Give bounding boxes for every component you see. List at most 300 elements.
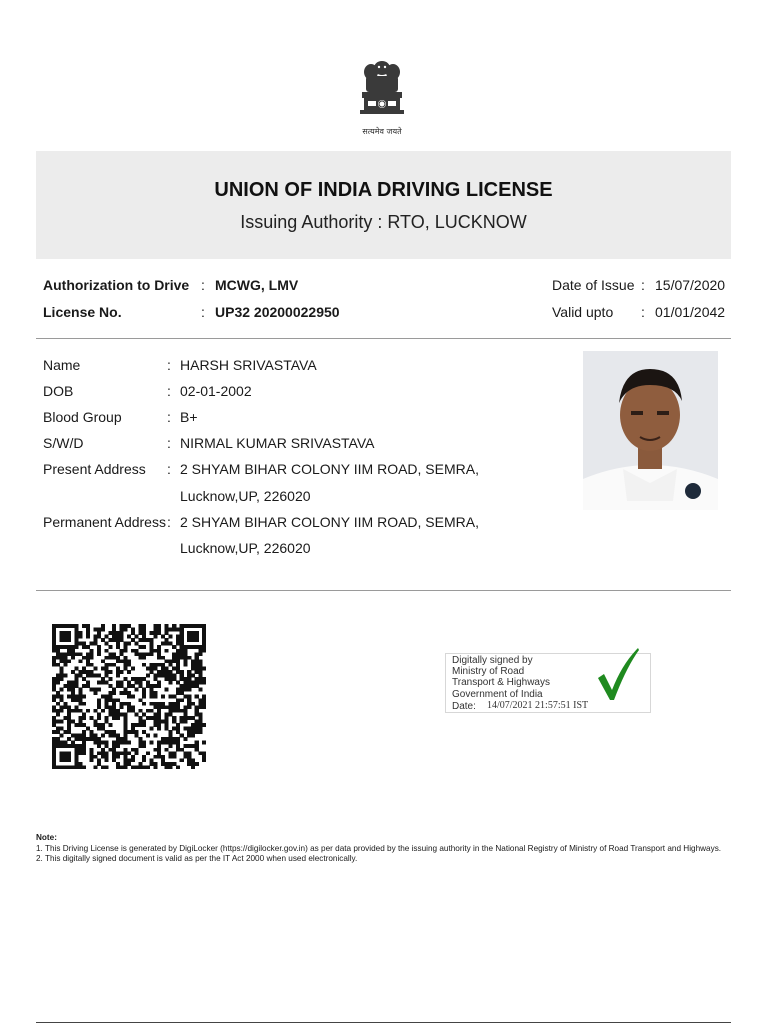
qr-module (172, 709, 176, 713)
qr-module (75, 684, 79, 688)
qr-module (56, 652, 60, 656)
qr-module (131, 649, 135, 653)
qr-module (101, 709, 105, 713)
qr-module (67, 649, 71, 653)
qr-module (67, 755, 71, 759)
qr-module (52, 741, 56, 745)
qr-module (93, 741, 97, 745)
qr-module (187, 645, 191, 649)
qr-module (187, 656, 191, 660)
qr-module (90, 649, 94, 653)
signature-line-2: Ministry of Road (452, 666, 525, 677)
qr-module (112, 663, 116, 667)
qr-module (131, 755, 135, 759)
qr-module (71, 741, 75, 745)
qr-module (123, 624, 127, 628)
qr-module (187, 755, 191, 759)
qr-module (60, 674, 64, 678)
qr-module (71, 656, 75, 660)
qr-module (153, 624, 157, 628)
qr-module (127, 709, 131, 713)
qr-module (150, 688, 154, 692)
qr-module (90, 730, 94, 734)
qr-module (202, 723, 206, 727)
qr-module (71, 734, 75, 738)
qr-module (75, 723, 79, 727)
qr-module (146, 734, 150, 738)
qr-code-icon (52, 624, 206, 769)
qr-module (195, 670, 199, 674)
qr-module (183, 744, 187, 748)
qr-module (60, 652, 64, 656)
qr-module (138, 677, 142, 681)
qr-module (153, 674, 157, 678)
qr-module (172, 705, 176, 709)
qr-module (78, 751, 82, 755)
qr-module (191, 730, 195, 734)
qr-module (112, 656, 116, 660)
qr-module (176, 702, 180, 706)
qr-module (176, 670, 180, 674)
qr-module (52, 709, 56, 713)
qr-module (191, 635, 195, 639)
qr-module (142, 624, 146, 628)
qr-module (161, 762, 165, 766)
qr-module (146, 751, 150, 755)
qr-module (157, 624, 161, 628)
qr-module (67, 635, 71, 639)
qr-module (112, 716, 116, 720)
qr-module (191, 716, 195, 720)
qr-module (71, 684, 75, 688)
qr-module (67, 624, 71, 628)
qr-module (127, 702, 131, 706)
qr-module (191, 674, 195, 678)
qr-module (131, 730, 135, 734)
qr-module (165, 748, 169, 752)
qr-module (127, 681, 131, 685)
signature-line-1: Digitally signed by (452, 655, 533, 666)
qr-module (138, 765, 142, 769)
qr-module (97, 652, 101, 656)
qr-module (123, 656, 127, 660)
qr-module (202, 695, 206, 699)
qr-module (198, 624, 202, 628)
swd-value: NIRMAL KUMAR SRIVASTAVA (180, 435, 375, 451)
qr-module (198, 751, 202, 755)
qr-module (105, 642, 109, 646)
qr-module (157, 663, 161, 667)
qr-module (67, 688, 71, 692)
qr-module (172, 677, 176, 681)
qr-module (172, 716, 176, 720)
qr-module (153, 631, 157, 635)
separator: : (201, 304, 205, 320)
qr-module (180, 716, 184, 720)
qr-module (127, 762, 131, 766)
qr-module (105, 666, 109, 670)
qr-module (172, 702, 176, 706)
qr-module (157, 649, 161, 653)
qr-module (82, 734, 86, 738)
qr-module (52, 659, 56, 663)
qr-module (105, 705, 109, 709)
qr-module (161, 758, 165, 762)
qr-module (112, 691, 116, 695)
qr-module (172, 656, 176, 660)
qr-module (176, 688, 180, 692)
qr-module (123, 659, 127, 663)
qr-module (97, 751, 101, 755)
qr-module (60, 631, 64, 635)
qr-module (90, 663, 94, 667)
qr-module (165, 705, 169, 709)
qr-module (93, 737, 97, 741)
qr-module (202, 666, 206, 670)
auth-to-drive-value: MCWG, LMV (215, 277, 299, 293)
qr-module (120, 635, 124, 639)
qr-module (78, 695, 82, 699)
qr-module (183, 709, 187, 713)
holder-photo (583, 351, 718, 510)
qr-module (93, 734, 97, 738)
qr-module (198, 674, 202, 678)
qr-module (195, 705, 199, 709)
qr-module (108, 705, 112, 709)
qr-module (78, 744, 82, 748)
qr-module (161, 674, 165, 678)
qr-module (165, 677, 169, 681)
qr-module (165, 762, 169, 766)
qr-module (142, 635, 146, 639)
qr-module (127, 751, 131, 755)
qr-module (60, 709, 64, 713)
qr-module (116, 684, 120, 688)
separator: : (167, 357, 171, 373)
qr-module (138, 719, 142, 723)
qr-module (93, 688, 97, 692)
qr-module (165, 638, 169, 642)
qr-module (123, 688, 127, 692)
qr-module (176, 698, 180, 702)
qr-module (108, 698, 112, 702)
qr-module (168, 755, 172, 759)
qr-module (138, 624, 142, 628)
qr-module (168, 677, 172, 681)
qr-module (52, 716, 56, 720)
qr-module (195, 681, 199, 685)
qr-module (198, 666, 202, 670)
qr-module (67, 709, 71, 713)
qr-module (52, 730, 56, 734)
qr-module (105, 744, 109, 748)
qr-module (105, 674, 109, 678)
qr-module (187, 698, 191, 702)
qr-module (82, 712, 86, 716)
qr-module (67, 758, 71, 762)
qr-module (165, 670, 169, 674)
qr-module (202, 635, 206, 639)
qr-module (112, 709, 116, 713)
qr-module (78, 737, 82, 741)
qr-module (198, 688, 202, 692)
qr-module (82, 677, 86, 681)
qr-module (161, 635, 165, 639)
dob-value: 02-01-2002 (180, 383, 252, 399)
qr-module (75, 666, 79, 670)
qr-module (71, 765, 75, 769)
qr-module (198, 645, 202, 649)
qr-module (60, 695, 64, 699)
note-item-1: 1. This Driving License is generated by DigiLocker (https://digilocker.gov.in) as per data provided by the issuing authority in the National Registry of Ministry of Road Transport and Highways. (36, 843, 722, 853)
qr-module (71, 670, 75, 674)
qr-module (123, 677, 127, 681)
qr-module (142, 695, 146, 699)
qr-module (198, 670, 202, 674)
separator: : (201, 277, 205, 293)
separator: : (167, 409, 171, 425)
qr-module (180, 638, 184, 642)
qr-module (150, 702, 154, 706)
qr-module (116, 645, 120, 649)
qr-module (112, 712, 116, 716)
qr-module (97, 716, 101, 720)
qr-module (75, 765, 79, 769)
qr-module (176, 652, 180, 656)
qr-module (161, 702, 165, 706)
dob-label: DOB (43, 383, 74, 399)
qr-module (183, 659, 187, 663)
qr-module (63, 638, 67, 642)
qr-module (75, 642, 79, 646)
qr-module (191, 744, 195, 748)
qr-module (120, 670, 124, 674)
qr-module (97, 649, 101, 653)
qr-module (86, 659, 90, 663)
qr-module (153, 684, 157, 688)
qr-module (71, 624, 75, 628)
qr-module (120, 751, 124, 755)
qr-module (82, 702, 86, 706)
qr-module (56, 681, 60, 685)
qr-module (165, 628, 169, 632)
qr-module (71, 698, 75, 702)
qr-module (168, 737, 172, 741)
qr-module (116, 656, 120, 660)
qr-module (97, 698, 101, 702)
qr-module (131, 695, 135, 699)
blood-group-value: B+ (180, 409, 198, 425)
qr-module (180, 709, 184, 713)
qr-module (112, 755, 116, 759)
signature-date-value: 14/07/2021 21:57:51 IST (487, 700, 589, 711)
date-of-issue-label: Date of Issue (552, 277, 635, 293)
qr-module (176, 741, 180, 745)
qr-module (116, 712, 120, 716)
qr-module (131, 709, 135, 713)
qr-module (123, 737, 127, 741)
qr-module (112, 748, 116, 752)
qr-module (93, 666, 97, 670)
qr-module (172, 695, 176, 699)
qr-module (180, 635, 184, 639)
qr-module (78, 698, 82, 702)
qr-module (157, 670, 161, 674)
qr-module (153, 666, 157, 670)
qr-module (75, 762, 79, 766)
qr-module (105, 758, 109, 762)
qr-module (131, 758, 135, 762)
qr-module (116, 751, 120, 755)
qr-module (187, 681, 191, 685)
qr-module (56, 677, 60, 681)
qr-module (60, 638, 64, 642)
qr-module (60, 659, 64, 663)
qr-module (183, 663, 187, 667)
person-photo-icon (583, 351, 718, 510)
qr-module (123, 666, 127, 670)
qr-module (63, 684, 67, 688)
qr-module (161, 705, 165, 709)
qr-module (138, 709, 142, 713)
qr-module (202, 631, 206, 635)
qr-module (142, 730, 146, 734)
qr-module (78, 688, 82, 692)
qr-module (161, 663, 165, 667)
qr-module (187, 631, 191, 635)
qr-module (97, 712, 101, 716)
qr-module (123, 716, 127, 720)
qr-module (105, 755, 109, 759)
qr-module (105, 649, 109, 653)
qr-module (97, 727, 101, 731)
qr-module (67, 751, 71, 755)
separator: : (167, 383, 171, 399)
qr-module (180, 677, 184, 681)
qr-module (101, 624, 105, 628)
qr-module (135, 751, 139, 755)
qr-module (150, 716, 154, 720)
divider (36, 338, 731, 339)
qr-module (75, 698, 79, 702)
qr-module (75, 734, 79, 738)
qr-module (135, 734, 139, 738)
qr-module (78, 734, 82, 738)
qr-module (78, 709, 82, 713)
qr-module (183, 645, 187, 649)
qr-module (52, 737, 56, 741)
qr-module (142, 663, 146, 667)
qr-module (168, 642, 172, 646)
qr-module (157, 709, 161, 713)
qr-module (142, 645, 146, 649)
qr-module (86, 635, 90, 639)
qr-module (176, 765, 180, 769)
qr-module (52, 684, 56, 688)
qr-module (112, 635, 116, 639)
qr-module (60, 635, 64, 639)
qr-module (198, 719, 202, 723)
qr-module (75, 748, 79, 752)
license-no-label: License No. (43, 304, 122, 320)
qr-module (60, 666, 64, 670)
qr-module (56, 656, 60, 660)
qr-module (157, 751, 161, 755)
qr-module (187, 677, 191, 681)
qr-module (82, 744, 86, 748)
qr-module (108, 691, 112, 695)
qr-module (153, 765, 157, 769)
qr-module (146, 681, 150, 685)
qr-module (101, 677, 105, 681)
qr-module (71, 688, 75, 692)
qr-module (183, 656, 187, 660)
qr-module (172, 737, 176, 741)
qr-module (75, 755, 79, 759)
qr-module (101, 659, 105, 663)
qr-module (127, 705, 131, 709)
qr-module (123, 730, 127, 734)
qr-module (176, 635, 180, 639)
qr-module (105, 765, 109, 769)
qr-module (97, 741, 101, 745)
qr-module (101, 723, 105, 727)
qr-module (120, 631, 124, 635)
qr-module (183, 681, 187, 685)
qr-module (157, 652, 161, 656)
qr-module (142, 677, 146, 681)
qr-module (90, 652, 94, 656)
qr-module (86, 656, 90, 660)
signature-line-4: Government of India (452, 689, 543, 700)
qr-module (198, 652, 202, 656)
qr-module (195, 684, 199, 688)
qr-module (56, 712, 60, 716)
qr-module (63, 674, 67, 678)
qr-module (157, 631, 161, 635)
qr-module (116, 631, 120, 635)
qr-module (176, 730, 180, 734)
qr-module (146, 765, 150, 769)
qr-module (176, 727, 180, 731)
qr-module (93, 719, 97, 723)
qr-module (86, 737, 90, 741)
qr-module (180, 674, 184, 678)
qr-module (97, 681, 101, 685)
qr-module (123, 741, 127, 745)
qr-module (112, 744, 116, 748)
emblem-motto: सत्यमेव जयते (362, 127, 402, 136)
qr-module (56, 624, 60, 628)
qr-module (123, 723, 127, 727)
qr-module (97, 631, 101, 635)
qr-module (112, 734, 116, 738)
qr-module (108, 652, 112, 656)
qr-module (180, 649, 184, 653)
qr-module (108, 684, 112, 688)
qr-module (93, 765, 97, 769)
qr-module (138, 681, 142, 685)
qr-module (52, 765, 56, 769)
qr-module (127, 695, 131, 699)
qr-module (195, 712, 199, 716)
qr-module (142, 741, 146, 745)
document-title: UNION OF INDIA DRIVING LICENSE (214, 179, 553, 201)
qr-module (116, 659, 120, 663)
qr-module (75, 705, 79, 709)
qr-module (187, 624, 191, 628)
qr-module (60, 765, 64, 769)
